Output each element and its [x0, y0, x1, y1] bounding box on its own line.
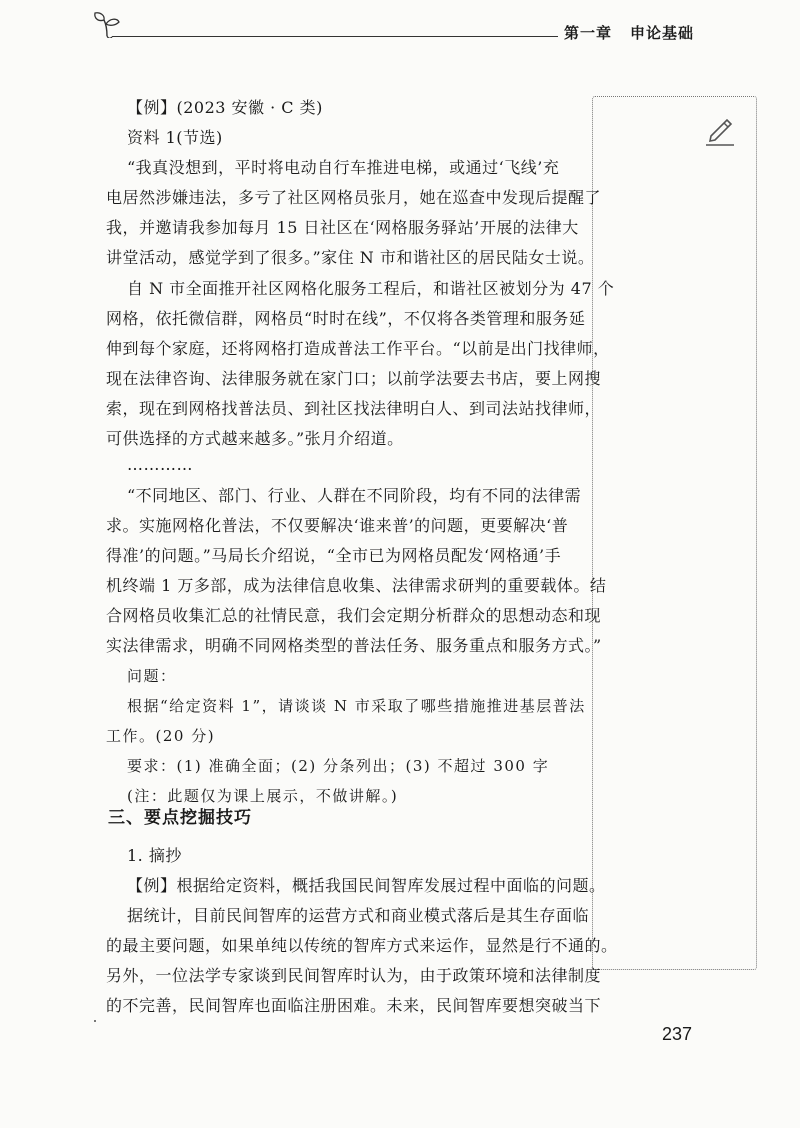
body-line: “我真没想到，平时将电动自行车推进电梯，或通过‘飞线’充	[127, 158, 560, 177]
scan-speck	[94, 1020, 96, 1022]
body-line: 讲堂活动，感觉学到了很多。”家住 N 市和谐社区的居民陆女士说。	[106, 248, 595, 267]
body-line: 另外，一位法学专家谈到民间智库时认为，由于政策环境和法律制度	[106, 966, 602, 985]
question-line: 工作。(20 分)	[106, 727, 216, 745]
body-line: 实法律需求，明确不同网格类型的普法任务、服务重点和服务方式。”	[106, 636, 602, 655]
notes-box	[592, 96, 757, 970]
page-number: 237	[662, 1024, 693, 1044]
body-line: 自 N 市全面推开社区网格化服务工程后，和谐社区被划分为 47 个	[127, 279, 615, 298]
body-line: 我，并邀请我参加每月 15 日社区在‘网格服务驿站’开展的法律大	[106, 218, 579, 237]
body-line: 索，现在到网格找普法员、到社区找法律明白人、到司法站找律师，	[106, 399, 602, 418]
body-line: 得准’的问题。”马局长介绍说，“全市已为网格员配发‘网格通’手	[106, 546, 562, 565]
note: (注：此题仅为课上展示，不做讲解。)	[127, 787, 399, 805]
chapter-label: 第一章	[564, 24, 613, 42]
example-heading: 【例】根据给定资料，概括我国民间智库发展过程中面临的问题。	[127, 876, 606, 895]
pencil-icon	[702, 112, 738, 148]
header-rule	[112, 36, 558, 37]
body-line: 的不完善，民间智库也面临注册困难。未来，民间智库要想突破当下	[106, 996, 602, 1015]
chapter-title: 申论基础	[630, 24, 695, 42]
ellipsis: …………	[127, 455, 193, 474]
question-line: 根据“给定资料 1”，请谈谈 N 市采取了哪些措施推进基层普法	[127, 697, 586, 715]
body-line: 求。实施网格化普法，不仅要解决‘谁来普’的问题，更要解决‘普	[106, 516, 569, 535]
subsection-heading: 1. 摘抄	[127, 846, 182, 865]
body-line: 的最主要问题，如果单纯以传统的智库方式来运作，显然是行不通的。	[106, 936, 618, 955]
running-header	[564, 22, 694, 43]
body-line: 机终端 1 万多部，成为法律信息收集、法律需求研判的重要载体。结	[106, 576, 607, 595]
material-label: 资料 1(节选)	[127, 128, 223, 147]
body-line: 电居然涉嫌违法，多亏了社区网格员张月，她在巡查中发现后提醒了	[106, 188, 602, 207]
body-line: 合网格员收集汇总的社情民意，我们会定期分析群众的思想动态和现	[106, 606, 602, 625]
body-line: 网格，依托微信群，网格员“时时在线”，不仅将各类管理和服务延	[106, 309, 586, 328]
body-line: “不同地区、部门、行业、人群在不同阶段，均有不同的法律需	[127, 486, 582, 505]
body-line: 据统计，目前民间智库的运营方式和商业模式落后是其生存面临	[127, 906, 590, 925]
section-heading: 三、要点挖掘技巧	[108, 808, 252, 828]
sprout-icon	[92, 10, 122, 38]
example-heading: 【例】(2023 安徽 · C 类)	[127, 98, 323, 117]
body-line: 伸到每个家庭，还将网格打造成普法工作平台。“以前是出门找律师，	[106, 339, 610, 358]
question-label: 问题：	[127, 667, 177, 685]
body-line: 现在法律咨询、法律服务就在家门口；以前学法要去书店，要上网搜	[106, 369, 602, 388]
body-line: 可供选择的方式越来越多。”张月介绍道。	[106, 429, 404, 448]
requirements: 要求：(1) 准确全面；(2) 分条列出；(3) 不超过 300 字	[127, 757, 550, 775]
